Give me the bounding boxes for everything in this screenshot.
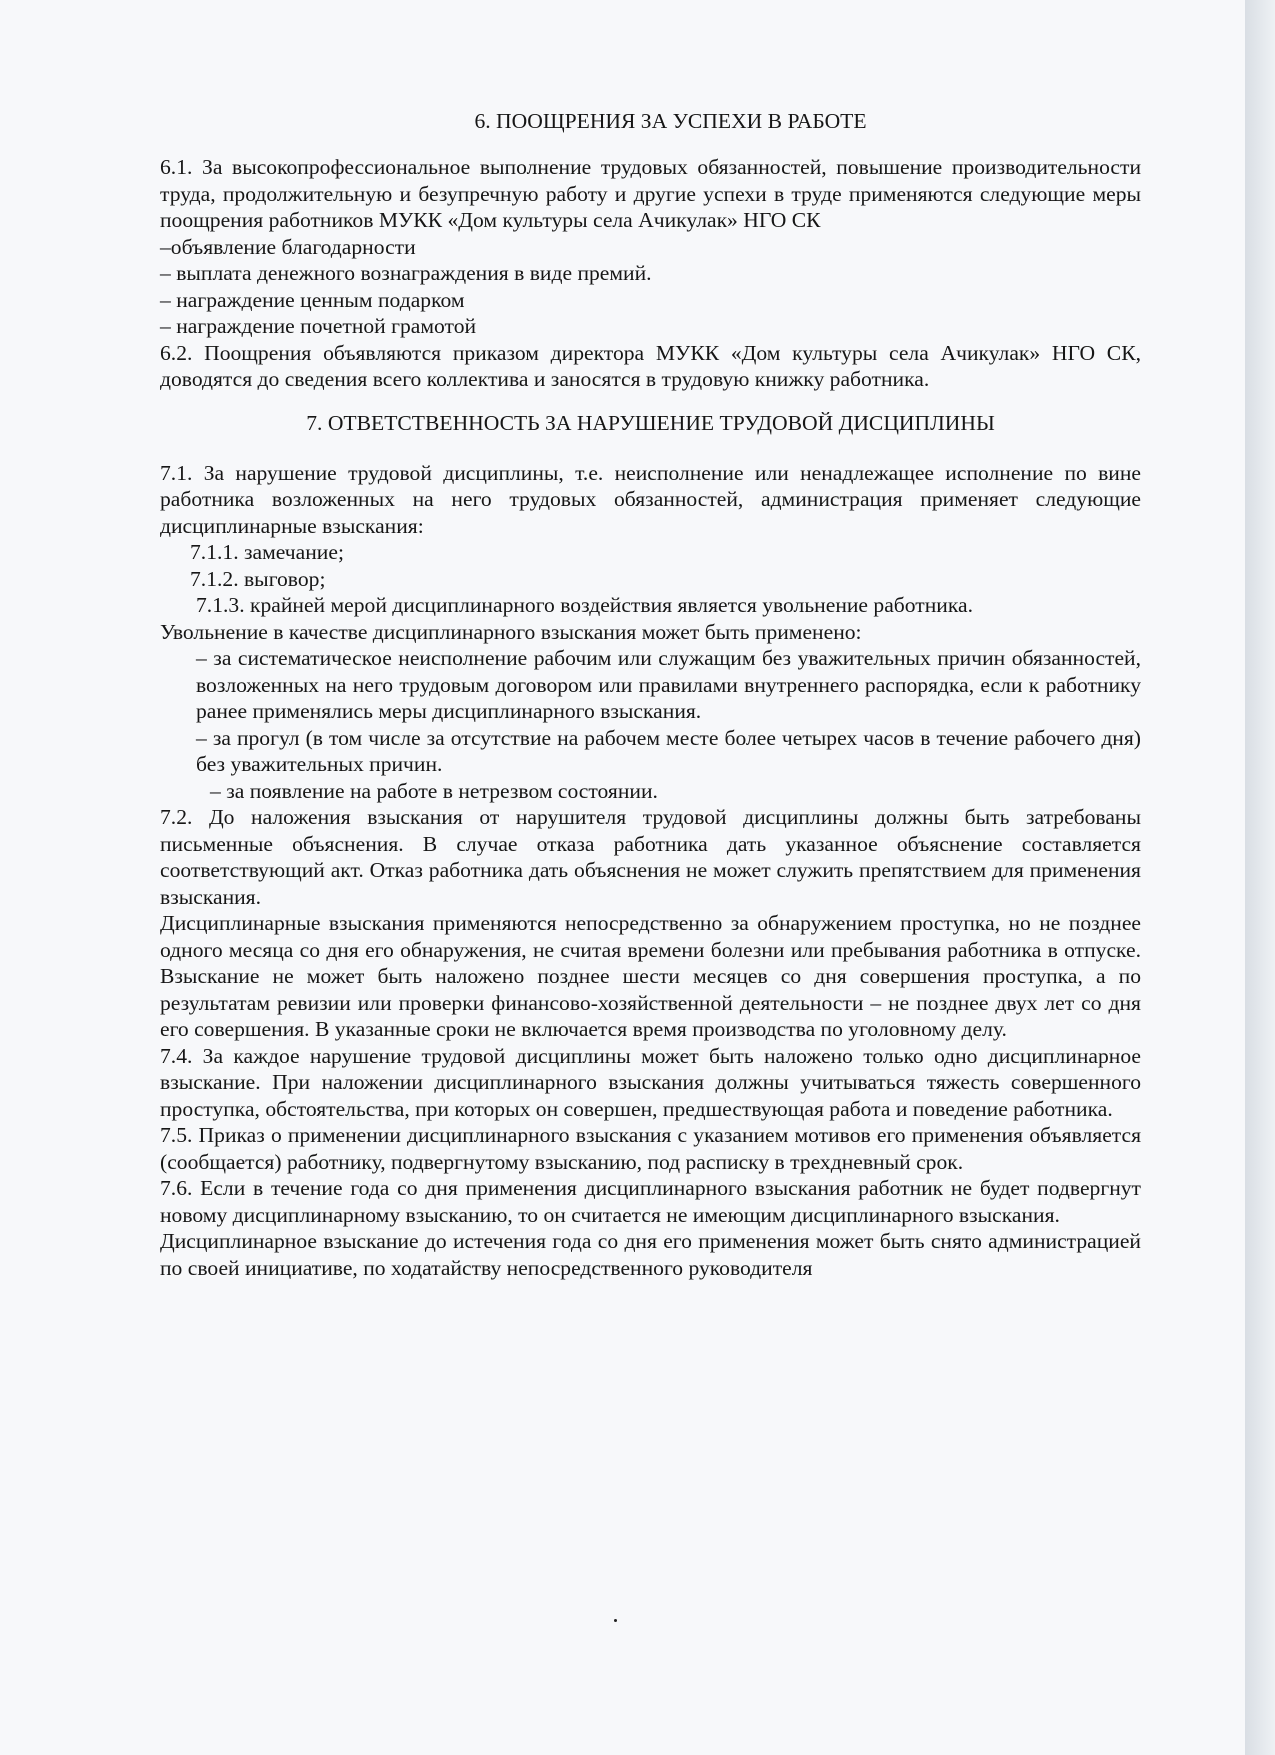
dismissal-ground-1: – за систематическое неисполнение рабочим или служащим без уважительных причин обязанностей, возложенных на него трудовым договором или правилами внутреннего распорядка, если к работнику ранее применялись меры дисциплинарного взыскания. <box>196 646 1141 723</box>
document-content <box>160 108 1141 1281</box>
section-7-title: 7. ОТВЕТСТВЕННОСТЬ ЗА НАРУШЕНИЕ ТРУДОВОЙ ДИСЦИПЛИНЫ <box>306 410 995 435</box>
paragraph-7-6: 7.6. Если в течение года со дня применения дисциплинарного взыскания работник не будет подвергнут новому дисциплинарному взысканию, то он считается не имеющим дисциплинарного взыскания. <box>160 1176 1141 1227</box>
paragraph-7-1: 7.1. За нарушение трудовой дисциплины, т.е. неисполнение или ненадлежащее исполнение по вине работника возложенных на него трудовых обязанностей, администрация применяет следующие дисциплинарные взыскания: <box>160 460 1141 538</box>
paragraph-7-1-3: 7.1.3. крайней мерой дисциплинарного воздействия является увольнение работника. <box>196 593 973 617</box>
list-item: – награждение ценным подарком <box>160 287 465 312</box>
dismissal-ground-3: – за появление на работе в нетрезвом состоянии. <box>210 778 658 803</box>
paragraph-6-2: 6.2. Поощрения объявляются приказом директора МУКК «Дом культуры села Ачикулак» НГО СК, доводятся до сведения всего коллектива и заносятся в трудовую книжку работника. <box>160 340 1141 391</box>
paragraph-6-1: 6.1. За высокопрофессиональное выполнение трудовых обязанностей, повышение производительности труда, продолжительную и безупречную работу и другие успехи в труде применяются следующие меры поощрения работников МУКК «Дом культуры села Ачикулак» НГО СК <box>160 155 1141 232</box>
paragraph-7-6-continued: Дисциплинарное взыскание до истечения года со дня его применения может быть снято администрацией по своей инициативе, по ходатайству непосредственного руководителя <box>160 1229 1141 1280</box>
page-edge <box>1245 0 1275 1755</box>
paragraph-7-1-3-continued: Увольнение в качестве дисциплинарного взыскания может быть применено: <box>160 619 862 644</box>
paragraph-7-1-1: 7.1.1. замечание; <box>190 540 344 564</box>
list-item: – награждение почетной грамотой <box>160 314 477 338</box>
scan-speck <box>614 1619 617 1622</box>
section-6-title: 6. ПООЩРЕНИЯ ЗА УСПЕХИ В РАБОТЕ <box>474 109 867 133</box>
paragraph-7-5: 7.5. Приказ о применении дисциплинарного взыскания с указанием мотивов его применения объявляется (сообщается) работнику, подвергнутому взысканию, под расписку в трехдневный срок. <box>160 1123 1141 1174</box>
list-item: – выплата денежного вознаграждения в виде премий. <box>160 261 652 285</box>
paragraph-7-4: 7.4. За каждое нарушение трудовой дисциплины может быть наложено только одно дисциплинарное взыскание. При наложении дисциплинарного взыскания должны учитываться тяжесть совершенного проступка, обстоятельства, при которых он совершен, предшествующая работа и поведение работника. <box>160 1043 1141 1121</box>
paragraph-7-2-continued: Дисциплинарные взыскания применяются непосредственно за обнаружением проступка, но не позднее одного месяца со дня его обнаружения, не считая времени болезни или пребывания работника в отпуске. Взыскание не может быть наложено позднее шести месяцев со дня совершения проступка, а по результатам ревизии или проверки финансово-хозяйственной деятельности – не позднее двух лет со дня его совершения. В указанные сроки не включается время производства по уголовному делу. <box>160 911 1141 1041</box>
dismissal-ground-2: – за прогул (в том числе за отсутствие на рабочем месте более четырех часов в течение рабочего дня) без уважительных причин. <box>196 725 1141 776</box>
paragraph-7-1-2: 7.1.2. выговор; <box>190 566 326 591</box>
paragraph-7-2: 7.2. До наложения взыскания от нарушителя трудовой дисциплины должны быть затребованы письменные объяснения. В случае отказа работника дать указанное объяснение составляется соответствующий акт. Отказ работника дать объяснения не может служить препятствием для применения взыскания. <box>160 805 1141 909</box>
list-item: –объявление благодарности <box>160 234 416 259</box>
